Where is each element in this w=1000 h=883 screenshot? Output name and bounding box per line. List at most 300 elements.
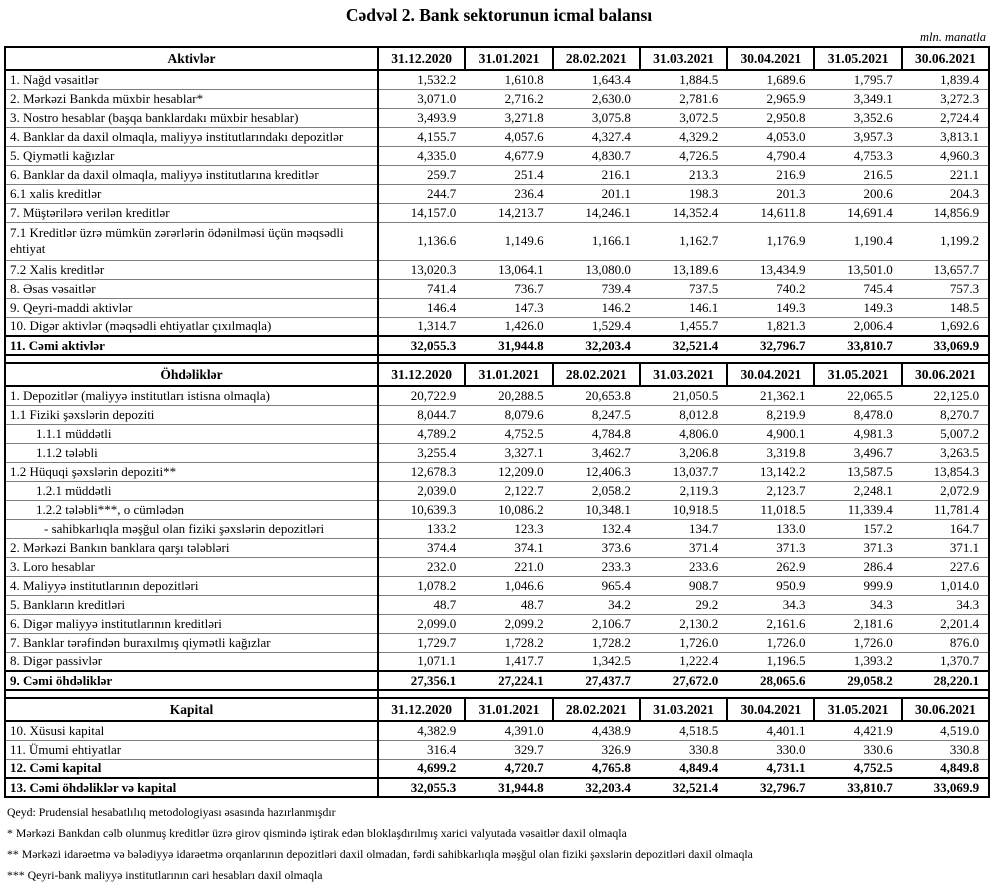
table-row bbox=[5, 424, 989, 443]
cell-value: 2,950.8 bbox=[727, 108, 814, 127]
cell-value: 13,854.3 bbox=[902, 462, 989, 481]
row-label: 11. Cəmi aktivlər bbox=[5, 336, 378, 355]
cell-value: 146.4 bbox=[378, 298, 465, 317]
cell-value: 134.7 bbox=[640, 519, 727, 538]
cell-value: 12,406.3 bbox=[553, 462, 640, 481]
row-label: 12. Cəmi kapital bbox=[5, 759, 378, 778]
cell-value: 32,521.4 bbox=[640, 778, 727, 797]
row-label: 9. Qeyri-maddi aktivlər bbox=[5, 298, 378, 317]
row-label: 1.2.1 müddətli bbox=[5, 481, 378, 500]
footnote: Qeyd: Prudensial hesabatlılıq metodologiyası əsasında hazırlanmışdır bbox=[7, 805, 336, 819]
cell-value: 1,162.7 bbox=[640, 222, 727, 260]
cell-value: 233.3 bbox=[553, 557, 640, 576]
cell-value: 147.3 bbox=[465, 298, 552, 317]
cell-value: 8,044.7 bbox=[378, 405, 465, 424]
cell-value: 2,106.7 bbox=[553, 614, 640, 633]
cell-value: 2,099.2 bbox=[465, 614, 552, 633]
cell-value: 34.3 bbox=[902, 595, 989, 614]
column-header: 30.06.2021 bbox=[902, 698, 989, 721]
cell-value: 216.1 bbox=[553, 165, 640, 184]
table-row bbox=[5, 165, 989, 184]
cell-value: 4,849.8 bbox=[902, 759, 989, 778]
cell-value: 2,724.4 bbox=[902, 108, 989, 127]
cell-value: 149.3 bbox=[727, 298, 814, 317]
table-row bbox=[5, 759, 989, 778]
table-row bbox=[5, 222, 989, 260]
cell-value: 1,726.0 bbox=[727, 633, 814, 652]
table-row bbox=[5, 519, 989, 538]
cell-value: 20,653.8 bbox=[553, 386, 640, 405]
section-name: Kapital bbox=[5, 698, 378, 721]
column-header: 30.06.2021 bbox=[902, 47, 989, 70]
row-label: 7.1 Kreditlər üzrə mümkün zərərlərin ödənilməsi üçün məqsədli ehtiyat bbox=[5, 222, 378, 260]
cell-value: 201.1 bbox=[553, 184, 640, 203]
cell-value: 8,079.6 bbox=[465, 405, 552, 424]
cell-value: 10,918.5 bbox=[640, 500, 727, 519]
row-label: 7. Müştərilərə verilən kreditlər bbox=[5, 203, 378, 222]
table-row bbox=[5, 778, 989, 797]
table-row bbox=[5, 70, 989, 89]
row-label: 1.1 Fiziki şəxslərin depoziti bbox=[5, 405, 378, 424]
page-title: Cədvəl 2. Bank sektorunun icmal balansı bbox=[345, 5, 653, 25]
cell-value: 4,726.5 bbox=[640, 146, 727, 165]
cell-value: 4,830.7 bbox=[553, 146, 640, 165]
cell-value: 29.2 bbox=[640, 595, 727, 614]
column-header: 30.06.2021 bbox=[902, 363, 989, 386]
cell-value: 201.3 bbox=[727, 184, 814, 203]
cell-value: 965.4 bbox=[553, 576, 640, 595]
cell-value: 4,053.0 bbox=[727, 127, 814, 146]
cell-value: 1,795.7 bbox=[814, 70, 901, 89]
cell-value: 12,209.0 bbox=[465, 462, 552, 481]
cell-value: 374.1 bbox=[465, 538, 552, 557]
cell-value: 1,190.4 bbox=[814, 222, 901, 260]
cell-value: 4,155.7 bbox=[378, 127, 465, 146]
cell-value: 2,119.3 bbox=[640, 481, 727, 500]
footnotes bbox=[4, 798, 884, 883]
cell-value: 21,050.5 bbox=[640, 386, 727, 405]
cell-value: 4,391.0 bbox=[465, 721, 552, 740]
footnote: ** Mərkəzi idarəetmə və bələdiyyə idarəetmə orqanlarının depozitləri daxil olmadan, fərdi sahibkarlıqla məşğul olan fiziki şəxslərin depozitləri daxil olmaqla bbox=[7, 847, 753, 862]
cell-value: 2,161.6 bbox=[727, 614, 814, 633]
cell-value: 4,438.9 bbox=[553, 721, 640, 740]
table-row bbox=[5, 317, 989, 336]
table-row bbox=[5, 557, 989, 576]
cell-value: 32,203.4 bbox=[553, 336, 640, 355]
row-label: 2. Mərkəzi Bankda müxbir hesablar* bbox=[5, 89, 378, 108]
cell-value: 330.8 bbox=[902, 740, 989, 759]
cell-value: 1,149.6 bbox=[465, 222, 552, 260]
cell-value: 4,784.8 bbox=[553, 424, 640, 443]
row-label: 1.2 Hüquqi şəxslərin depoziti** bbox=[5, 462, 378, 481]
row-label: - sahibkarlıqla məşğul olan fiziki şəxslərin depozitləri bbox=[5, 519, 378, 538]
cell-value: 3,075.8 bbox=[553, 108, 640, 127]
cell-value: 4,731.1 bbox=[727, 759, 814, 778]
cell-value: 4,382.9 bbox=[378, 721, 465, 740]
cell-value: 28,065.6 bbox=[727, 671, 814, 690]
cell-value: 198.3 bbox=[640, 184, 727, 203]
cell-value: 29,058.2 bbox=[814, 671, 901, 690]
cell-value: 10,639.3 bbox=[378, 500, 465, 519]
cell-value: 736.7 bbox=[465, 279, 552, 298]
cell-value: 1,078.2 bbox=[378, 576, 465, 595]
cell-value: 4,752.5 bbox=[465, 424, 552, 443]
row-label: 1.2.2 tələbli***, o cümlədən bbox=[5, 500, 378, 519]
cell-value: 13,434.9 bbox=[727, 260, 814, 279]
cell-value: 123.3 bbox=[465, 519, 552, 538]
cell-value: 1,370.7 bbox=[902, 652, 989, 671]
cell-value: 4,401.1 bbox=[727, 721, 814, 740]
cell-value: 3,071.0 bbox=[378, 89, 465, 108]
table-row bbox=[5, 108, 989, 127]
column-header: 31.05.2021 bbox=[814, 363, 901, 386]
cell-value: 3,272.3 bbox=[902, 89, 989, 108]
cell-value: 213.3 bbox=[640, 165, 727, 184]
cell-value: 3,957.3 bbox=[814, 127, 901, 146]
cell-value: 3,813.1 bbox=[902, 127, 989, 146]
cell-value: 371.3 bbox=[727, 538, 814, 557]
section-name: Öhdəliklər bbox=[5, 363, 378, 386]
cell-value: 8,247.5 bbox=[553, 405, 640, 424]
spacer-cell bbox=[378, 355, 989, 363]
cell-value: 4,720.7 bbox=[465, 759, 552, 778]
column-header: 28.02.2021 bbox=[553, 47, 640, 70]
cell-value: 329.7 bbox=[465, 740, 552, 759]
cell-value: 32,796.7 bbox=[727, 778, 814, 797]
table-row bbox=[5, 146, 989, 165]
cell-value: 3,327.1 bbox=[465, 443, 552, 462]
section-spacer bbox=[5, 355, 989, 363]
cell-value: 13,501.0 bbox=[814, 260, 901, 279]
cell-value: 11,018.5 bbox=[727, 500, 814, 519]
cell-value: 1,417.7 bbox=[465, 652, 552, 671]
row-label: 10. Xüsusi kapital bbox=[5, 721, 378, 740]
cell-value: 8,270.7 bbox=[902, 405, 989, 424]
cell-value: 8,012.8 bbox=[640, 405, 727, 424]
row-label: 7. Banklar tərəfindən buraxılmış qiymətli kağızlar bbox=[5, 633, 378, 652]
column-header: 30.04.2021 bbox=[727, 47, 814, 70]
cell-value: 371.3 bbox=[814, 538, 901, 557]
row-label: 4. Maliyyə institutlarının depozitləri bbox=[5, 576, 378, 595]
cell-value: 1,610.8 bbox=[465, 70, 552, 89]
row-label: 1. Nağd vəsaitlər bbox=[5, 70, 378, 89]
column-header: 31.01.2021 bbox=[465, 698, 552, 721]
cell-value: 4,677.9 bbox=[465, 146, 552, 165]
row-label: 1.1.1 müddətli bbox=[5, 424, 378, 443]
cell-value: 27,356.1 bbox=[378, 671, 465, 690]
table-row bbox=[5, 740, 989, 759]
cell-value: 14,213.7 bbox=[465, 203, 552, 222]
cell-value: 4,327.4 bbox=[553, 127, 640, 146]
cell-value: 741.4 bbox=[378, 279, 465, 298]
cell-value: 216.9 bbox=[727, 165, 814, 184]
column-header: 31.12.2020 bbox=[378, 698, 465, 721]
cell-value: 1,426.0 bbox=[465, 317, 552, 336]
cell-value: 3,255.4 bbox=[378, 443, 465, 462]
cell-value: 2,039.0 bbox=[378, 481, 465, 500]
cell-value: 3,319.8 bbox=[727, 443, 814, 462]
cell-value: 1,692.6 bbox=[902, 317, 989, 336]
cell-value: 4,849.4 bbox=[640, 759, 727, 778]
cell-value: 20,288.5 bbox=[465, 386, 552, 405]
cell-value: 2,965.9 bbox=[727, 89, 814, 108]
cell-value: 14,352.4 bbox=[640, 203, 727, 222]
cell-value: 32,055.3 bbox=[378, 336, 465, 355]
cell-value: 1,196.5 bbox=[727, 652, 814, 671]
cell-value: 13,587.5 bbox=[814, 462, 901, 481]
cell-value: 371.4 bbox=[640, 538, 727, 557]
cell-value: 330.6 bbox=[814, 740, 901, 759]
cell-value: 2,072.9 bbox=[902, 481, 989, 500]
cell-value: 4,519.0 bbox=[902, 721, 989, 740]
cell-value: 32,055.3 bbox=[378, 778, 465, 797]
row-label: 1.1.2 tələbli bbox=[5, 443, 378, 462]
cell-value: 31,944.8 bbox=[465, 336, 552, 355]
cell-value: 1,393.2 bbox=[814, 652, 901, 671]
cell-value: 4,335.0 bbox=[378, 146, 465, 165]
cell-value: 22,125.0 bbox=[902, 386, 989, 405]
column-header: 31.12.2020 bbox=[378, 47, 465, 70]
cell-value: 1,643.4 bbox=[553, 70, 640, 89]
cell-value: 3,493.9 bbox=[378, 108, 465, 127]
cell-value: 739.4 bbox=[553, 279, 640, 298]
cell-value: 1,839.4 bbox=[902, 70, 989, 89]
row-label: 1. Depozitlər (maliyyə institutları istisna olmaqla) bbox=[5, 386, 378, 405]
column-header: 28.02.2021 bbox=[553, 698, 640, 721]
table-row bbox=[5, 462, 989, 481]
cell-value: 11,339.4 bbox=[814, 500, 901, 519]
column-header: 31.05.2021 bbox=[814, 47, 901, 70]
table-row bbox=[5, 298, 989, 317]
cell-value: 200.6 bbox=[814, 184, 901, 203]
cell-value: 1,166.1 bbox=[553, 222, 640, 260]
table-row bbox=[5, 671, 989, 690]
cell-value: 149.3 bbox=[814, 298, 901, 317]
cell-value: 2,099.0 bbox=[378, 614, 465, 633]
cell-value: 262.9 bbox=[727, 557, 814, 576]
cell-value: 31,944.8 bbox=[465, 778, 552, 797]
cell-value: 4,057.6 bbox=[465, 127, 552, 146]
cell-value: 221.0 bbox=[465, 557, 552, 576]
table-row bbox=[5, 279, 989, 298]
cell-value: 27,224.1 bbox=[465, 671, 552, 690]
cell-value: 13,064.1 bbox=[465, 260, 552, 279]
cell-value: 745.4 bbox=[814, 279, 901, 298]
unit-label: mln. manatla bbox=[920, 30, 986, 44]
cell-value: 757.3 bbox=[902, 279, 989, 298]
section-header-row bbox=[5, 698, 989, 721]
column-header: 31.12.2020 bbox=[378, 363, 465, 386]
column-header: 31.01.2021 bbox=[465, 47, 552, 70]
cell-value: 14,246.1 bbox=[553, 203, 640, 222]
cell-value: 12,678.3 bbox=[378, 462, 465, 481]
cell-value: 737.5 bbox=[640, 279, 727, 298]
cell-value: 2,130.2 bbox=[640, 614, 727, 633]
table-row bbox=[5, 614, 989, 633]
row-label: 5. Bankların kreditləri bbox=[5, 595, 378, 614]
cell-value: 1,136.6 bbox=[378, 222, 465, 260]
cell-value: 236.4 bbox=[465, 184, 552, 203]
row-label: 13. Cəmi öhdəliklər və kapital bbox=[5, 778, 378, 797]
cell-value: 4,981.3 bbox=[814, 424, 901, 443]
section-spacer bbox=[5, 690, 989, 698]
cell-value: 3,206.8 bbox=[640, 443, 727, 462]
cell-value: 251.4 bbox=[465, 165, 552, 184]
table-row bbox=[5, 336, 989, 355]
cell-value: 33,810.7 bbox=[814, 336, 901, 355]
cell-value: 4,765.8 bbox=[553, 759, 640, 778]
cell-value: 1,821.3 bbox=[727, 317, 814, 336]
footnote: *** Qeyri-bank maliyyə institutlarının cari hesabları daxil olmaqla bbox=[7, 868, 323, 883]
cell-value: 740.2 bbox=[727, 279, 814, 298]
cell-value: 373.6 bbox=[553, 538, 640, 557]
cell-value: 233.6 bbox=[640, 557, 727, 576]
row-label: 4. Banklar da daxil olmaqla, maliyyə institutlarındakı depozitlər bbox=[5, 127, 378, 146]
row-label: 11. Ümumi ehtiyatlar bbox=[5, 740, 378, 759]
footnote: * Mərkəzi Bankdan cəlb olunmuş kreditlər üzrə girov qismində iştirak edən bloklaşdırılmış xarici valyutada vəsaitlər daxil olmaqla bbox=[7, 826, 627, 841]
cell-value: 908.7 bbox=[640, 576, 727, 595]
cell-value: 1,729.7 bbox=[378, 633, 465, 652]
cell-value: 13,020.3 bbox=[378, 260, 465, 279]
table-row bbox=[5, 576, 989, 595]
cell-value: 4,752.5 bbox=[814, 759, 901, 778]
cell-value: 227.6 bbox=[902, 557, 989, 576]
cell-value: 2,006.4 bbox=[814, 317, 901, 336]
cell-value: 1,532.2 bbox=[378, 70, 465, 89]
cell-value: 4,790.4 bbox=[727, 146, 814, 165]
cell-value: 1,046.6 bbox=[465, 576, 552, 595]
cell-value: 1,176.9 bbox=[727, 222, 814, 260]
cell-value: 1,071.1 bbox=[378, 652, 465, 671]
row-label: 6.1 xalis kreditlər bbox=[5, 184, 378, 203]
row-label: 3. Loro hesablar bbox=[5, 557, 378, 576]
cell-value: 27,437.7 bbox=[553, 671, 640, 690]
cell-value: 4,960.3 bbox=[902, 146, 989, 165]
spacer-cell bbox=[5, 690, 378, 698]
cell-value: 34.3 bbox=[814, 595, 901, 614]
row-label: 2. Mərkəzi Bankın banklara qarşı tələbləri bbox=[5, 538, 378, 557]
table-row bbox=[5, 633, 989, 652]
cell-value: 2,123.7 bbox=[727, 481, 814, 500]
cell-value: 22,065.5 bbox=[814, 386, 901, 405]
cell-value: 1,726.0 bbox=[640, 633, 727, 652]
cell-value: 374.4 bbox=[378, 538, 465, 557]
cell-value: 2,781.6 bbox=[640, 89, 727, 108]
cell-value: 133.0 bbox=[727, 519, 814, 538]
cell-value: 48.7 bbox=[465, 595, 552, 614]
column-header: 31.05.2021 bbox=[814, 698, 901, 721]
cell-value: 1,014.0 bbox=[902, 576, 989, 595]
cell-value: 13,142.2 bbox=[727, 462, 814, 481]
cell-value: 259.7 bbox=[378, 165, 465, 184]
cell-value: 244.7 bbox=[378, 184, 465, 203]
cell-value: 371.1 bbox=[902, 538, 989, 557]
table-row bbox=[5, 538, 989, 557]
table-row bbox=[5, 89, 989, 108]
cell-value: 32,796.7 bbox=[727, 336, 814, 355]
cell-value: 10,086.2 bbox=[465, 500, 552, 519]
cell-value: 21,362.1 bbox=[727, 386, 814, 405]
cell-value: 34.3 bbox=[727, 595, 814, 614]
cell-value: 33,069.9 bbox=[902, 778, 989, 797]
cell-value: 14,157.0 bbox=[378, 203, 465, 222]
cell-value: 146.1 bbox=[640, 298, 727, 317]
cell-value: 8,478.0 bbox=[814, 405, 901, 424]
cell-value: 10,348.1 bbox=[553, 500, 640, 519]
table-row bbox=[5, 260, 989, 279]
section-header-row bbox=[5, 363, 989, 386]
cell-value: 1,455.7 bbox=[640, 317, 727, 336]
spacer-cell bbox=[378, 690, 989, 698]
row-label: 3. Nostro hesablar (başqa banklardakı müxbir hesablar) bbox=[5, 108, 378, 127]
cell-value: 3,072.5 bbox=[640, 108, 727, 127]
cell-value: 3,349.1 bbox=[814, 89, 901, 108]
cell-value: 28,220.1 bbox=[902, 671, 989, 690]
table-row bbox=[5, 203, 989, 222]
cell-value: 1,529.4 bbox=[553, 317, 640, 336]
cell-value: 14,856.9 bbox=[902, 203, 989, 222]
cell-value: 32,521.4 bbox=[640, 336, 727, 355]
cell-value: 33,069.9 bbox=[902, 336, 989, 355]
table-row bbox=[5, 500, 989, 519]
cell-value: 216.5 bbox=[814, 165, 901, 184]
cell-value: 13,657.7 bbox=[902, 260, 989, 279]
cell-value: 11,781.4 bbox=[902, 500, 989, 519]
balance-table bbox=[4, 46, 990, 798]
cell-value: 3,462.7 bbox=[553, 443, 640, 462]
table-row bbox=[5, 721, 989, 740]
cell-value: 330.0 bbox=[727, 740, 814, 759]
cell-value: 13,080.0 bbox=[553, 260, 640, 279]
column-header: 30.04.2021 bbox=[727, 698, 814, 721]
cell-value: 950.9 bbox=[727, 576, 814, 595]
cell-value: 164.7 bbox=[902, 519, 989, 538]
table-row bbox=[5, 184, 989, 203]
cell-value: 330.8 bbox=[640, 740, 727, 759]
cell-value: 4,329.2 bbox=[640, 127, 727, 146]
cell-value: 1,884.5 bbox=[640, 70, 727, 89]
cell-value: 286.4 bbox=[814, 557, 901, 576]
cell-value: 999.9 bbox=[814, 576, 901, 595]
table-body bbox=[5, 47, 989, 797]
row-label: 8. Əsas vəsaitlər bbox=[5, 279, 378, 298]
cell-value: 316.4 bbox=[378, 740, 465, 759]
table-row bbox=[5, 127, 989, 146]
table-row bbox=[5, 595, 989, 614]
cell-value: 4,806.0 bbox=[640, 424, 727, 443]
cell-value: 1,314.7 bbox=[378, 317, 465, 336]
cell-value: 1,222.4 bbox=[640, 652, 727, 671]
cell-value: 132.4 bbox=[553, 519, 640, 538]
row-label: 10. Digər aktivlər (məqsədli ehtiyatlar çıxılmaqla) bbox=[5, 317, 378, 336]
cell-value: 4,789.2 bbox=[378, 424, 465, 443]
row-label: 6. Digər maliyyə institutlarının kreditləri bbox=[5, 614, 378, 633]
table-row bbox=[5, 652, 989, 671]
row-label: 8. Digər passivlər bbox=[5, 652, 378, 671]
cell-value: 2,181.6 bbox=[814, 614, 901, 633]
cell-value: 3,271.8 bbox=[465, 108, 552, 127]
column-header: 31.03.2021 bbox=[640, 47, 727, 70]
cell-value: 3,352.6 bbox=[814, 108, 901, 127]
cell-value: 1,342.5 bbox=[553, 652, 640, 671]
cell-value: 157.2 bbox=[814, 519, 901, 538]
cell-value: 8,219.9 bbox=[727, 405, 814, 424]
table-row bbox=[5, 443, 989, 462]
cell-value: 326.9 bbox=[553, 740, 640, 759]
cell-value: 4,421.9 bbox=[814, 721, 901, 740]
cell-value: 232.0 bbox=[378, 557, 465, 576]
cell-value: 146.2 bbox=[553, 298, 640, 317]
